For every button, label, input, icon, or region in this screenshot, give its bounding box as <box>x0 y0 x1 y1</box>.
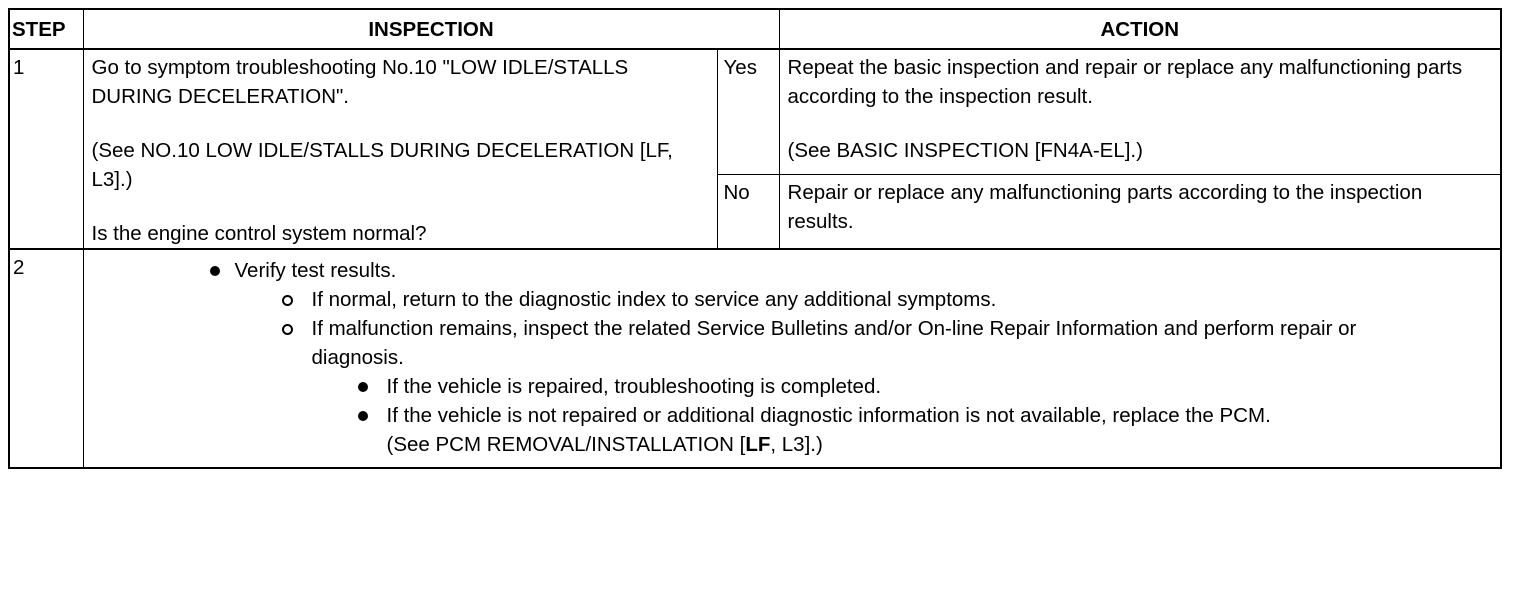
step1-no-label: No <box>717 174 779 249</box>
header-row <box>9 9 1501 49</box>
action-header: ACTION <box>779 9 1501 49</box>
diagnostic-table <box>8 8 1502 469</box>
step2-reference-bold: LF <box>745 433 771 456</box>
step2-sub2-text: If malfunction remains, inspect the related Service Bulletins and/or On-line Repair Information and perform repair or diagnosis. <box>311 317 1357 369</box>
step1-inspection-reference: (See NO.10 LOW IDLE/STALLS DURING DECELERATION [LF, L3].) <box>91 139 673 191</box>
step1-yes-action-text: Repeat the basic inspection and repair or replace any malfunctioning parts according to the inspection result. <box>787 56 1463 108</box>
step2-sub2a <box>84 372 1501 401</box>
step2-reference-prefix: (See PCM REMOVAL/INSTALLATION [ <box>386 433 746 456</box>
step2-row <box>9 249 1501 468</box>
step1-inspection-text: Go to symptom troubleshooting No.10 "LOW IDLE/STALLS DURING DECELERATION". <box>91 56 629 108</box>
step2-bullet <box>84 256 1501 285</box>
bullet-filled-icon <box>358 411 368 421</box>
bullet-filled-icon <box>210 266 220 276</box>
step1-yes-reference: (See BASIC INSPECTION [FN4A-EL].) <box>787 139 1143 162</box>
step2-reference[interactable] <box>84 430 1501 459</box>
step2-sub2b <box>84 401 1501 430</box>
step1-yes-action <box>779 49 1501 174</box>
step1-no-action <box>779 174 1501 249</box>
bullet-hollow-icon <box>282 295 293 306</box>
inspection-header: INSPECTION <box>83 9 779 49</box>
step1-inspection <box>83 49 717 249</box>
step2-reference-suffix: , L3].) <box>770 433 823 456</box>
step1-yes-row <box>9 49 1501 174</box>
step1-inspection-question: Is the engine control system normal? <box>91 222 427 245</box>
step2-sub1 <box>84 285 1501 314</box>
step2-sub2 <box>84 314 1501 372</box>
step2-sub2b-text: If the vehicle is not repaired or additional diagnostic information is not available, replace the PCM. <box>386 404 1271 427</box>
step2-sub2a-text: If the vehicle is repaired, troubleshooting is completed. <box>386 375 882 398</box>
step2-content <box>83 249 1501 468</box>
step2-bullet-text: Verify test results. <box>234 259 397 282</box>
step1-number: 1 <box>9 49 83 249</box>
step-header: STEP <box>9 9 83 49</box>
bullet-filled-icon <box>358 382 368 392</box>
step2-sub1-text: If normal, return to the diagnostic index to service any additional symptoms. <box>311 288 997 311</box>
step1-yes-label: Yes <box>717 49 779 174</box>
step1-no-action-text: Repair or replace any malfunctioning parts according to the inspection results. <box>787 180 1423 233</box>
step2-number: 2 <box>9 249 83 468</box>
bullet-hollow-icon <box>282 324 293 335</box>
